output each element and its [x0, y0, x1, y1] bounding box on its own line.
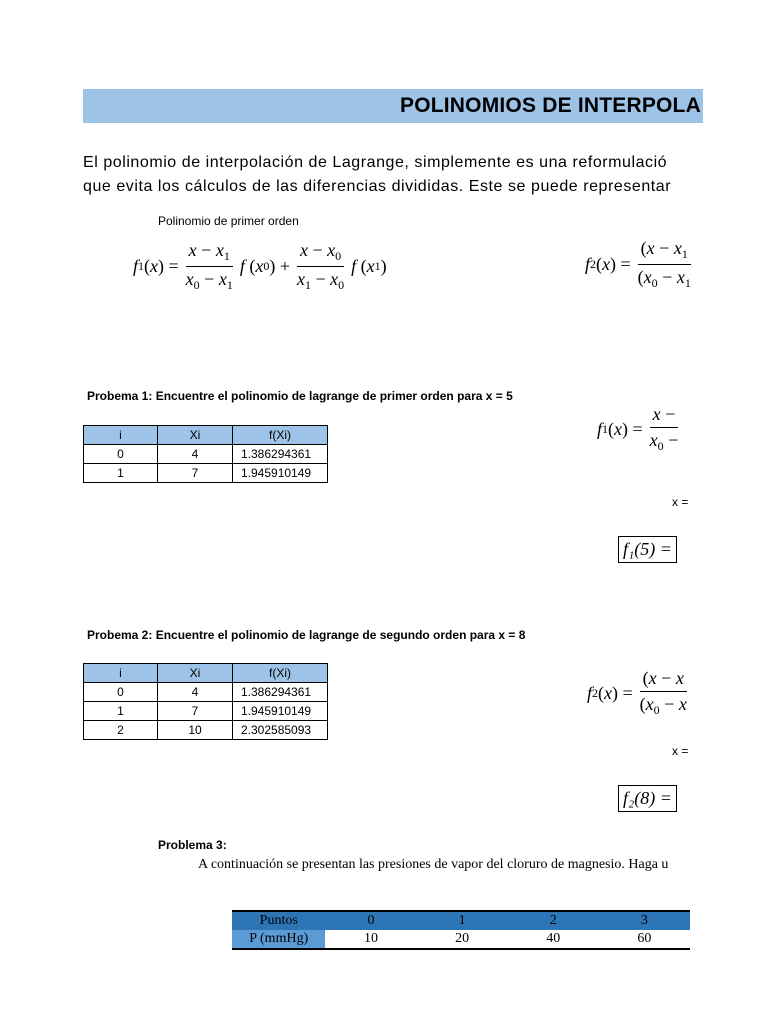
- problem2-table: [83, 663, 328, 740]
- points-table: [232, 910, 690, 950]
- cell-fxi: 1.386294361: [233, 445, 328, 464]
- cell-xi: 4: [158, 445, 233, 464]
- formula-second-order: f 2 ( x ) = $\frac{(x - x_1}{(x_0 - x_1}$: [585, 238, 691, 290]
- cell-i: 1: [84, 702, 158, 721]
- header-i: i: [84, 426, 158, 445]
- cell-i: 2: [84, 721, 158, 740]
- cell-xi: 7: [158, 464, 233, 483]
- cell-i: 1: [84, 464, 158, 483]
- problem1-table: [83, 425, 328, 483]
- problem1-result-label: f₁(5) =: [623, 539, 672, 559]
- cell-xi: 10: [158, 721, 233, 740]
- problem2-result-label: f₂(8) =: [623, 788, 672, 808]
- cell-i: 0: [84, 683, 158, 702]
- header-xi: Xi: [158, 664, 233, 683]
- header-xi: Xi: [158, 426, 233, 445]
- cell-i: 0: [84, 445, 158, 464]
- table-row: [84, 464, 328, 483]
- problem1-x-label: x =: [672, 495, 689, 509]
- problem2-x-label: x =: [672, 744, 689, 758]
- header-fxi: f(Xi): [233, 426, 328, 445]
- problem2-formula: f 2 ( x ) = $\frac{(x - x}{(x_0 - x}$: [587, 668, 687, 717]
- first-order-label: Polinomio de primer orden: [158, 214, 299, 228]
- header-fxi: f(Xi): [233, 664, 328, 683]
- cell-fxi: 2.302585093: [233, 721, 328, 740]
- header-point-0: 0: [325, 911, 416, 930]
- header-i: i: [84, 664, 158, 683]
- intro-line-2: que evita los cálculos de las diferencias divididas. Este se puede representar: [83, 178, 672, 195]
- problem1-formula: f 1 ( x ) = $\frac{x -}{x_0 -}$: [597, 404, 679, 453]
- table-row: [84, 445, 328, 464]
- cell-fxi: 1.386294361: [233, 683, 328, 702]
- header-point-3: 3: [599, 911, 690, 930]
- value-point-1: 20: [417, 930, 508, 949]
- cell-fxi: 1.945910149: [233, 464, 328, 483]
- problem3-text: A continuación se presentan las presiones de vapor del cloruro de magnesio. Haga u: [198, 857, 669, 872]
- header-point-1: 1: [417, 911, 508, 930]
- problem1-statement: Probema 1: Encuentre el polinomio de lagrange de primer orden para x = 5: [87, 389, 513, 403]
- problem2-result-box: [618, 785, 677, 812]
- formula-first-order: f 1 ( x ) = $\frac{x - x_1}{x_0 - x_1}$ f ( x 0 ) + $\frac{x - x_0}{x_1 - x_0}$ f ( x 1 ): [133, 240, 387, 292]
- problem3-heading: Problema 3:: [158, 838, 227, 852]
- table-row: [84, 683, 328, 702]
- cell-xi: 4: [158, 683, 233, 702]
- problem2-statement: Probema 2: Encuentre el polinomio de lagrange de segundo orden para x = 8: [87, 628, 526, 642]
- points-value-row: [232, 930, 690, 949]
- points-header-row: [232, 911, 690, 930]
- problem1-result-box: [618, 536, 677, 563]
- page-title: POLINOMIOS DE INTERPOLA: [400, 94, 701, 117]
- header-point-2: 2: [508, 911, 599, 930]
- cell-xi: 7: [158, 702, 233, 721]
- intro-line-1: El polinomio de interpolación de Lagrange, simplemente es una reformulació: [83, 154, 668, 171]
- value-point-0: 10: [325, 930, 416, 949]
- header-points: Puntos: [232, 911, 325, 930]
- value-point-2: 40: [508, 930, 599, 949]
- table-row: [84, 702, 328, 721]
- row-label-pressure: P (mmHg): [232, 930, 325, 949]
- cell-fxi: 1.945910149: [233, 702, 328, 721]
- table-row: [84, 721, 328, 740]
- value-point-3: 60: [599, 930, 690, 949]
